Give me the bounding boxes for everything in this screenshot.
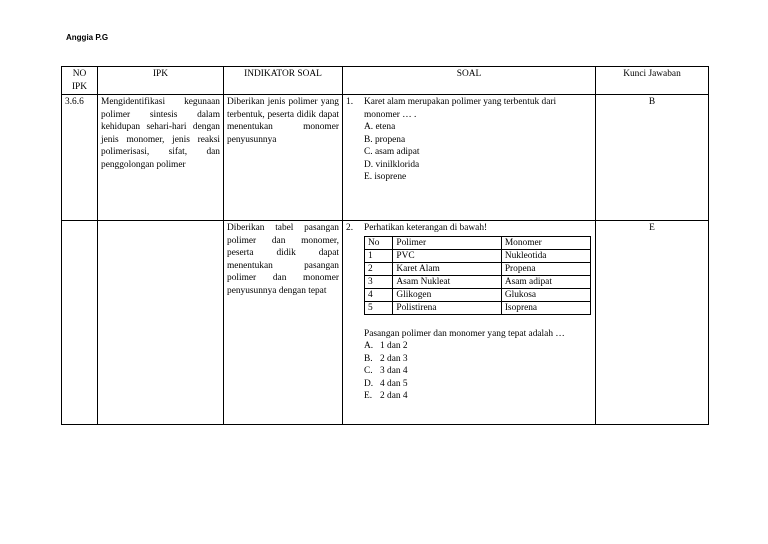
indikator-cell: Diberikan jenis polimer yang terbentuk, peserta didik dapat menentukan monomer penyusunnya: [224, 95, 343, 221]
question-intro: Perhatikan keterangan di bawah!: [364, 223, 488, 233]
kunci-cell: B: [596, 95, 709, 221]
inner-no: 2: [365, 262, 393, 275]
answer-options: [364, 121, 592, 184]
question-text: Pasangan polimer dan monomer yang tepat adalah …: [364, 328, 565, 339]
option-letter: B.: [364, 353, 373, 364]
soal-cell: [343, 95, 596, 221]
header-indikator: INDIKATOR SOAL: [224, 67, 343, 95]
ipk-cell: Mengidentifikasi kegunaan polimer sintesis dalam kehidupan sehari-hari dengan jenis monomer, jenis reaksi polimerisasi, sifat, dan penggolongan polimer: [98, 95, 224, 221]
table-row: [62, 95, 709, 221]
inner-polimer: Asam Nukleat: [393, 275, 501, 288]
inner-header-no: No: [365, 236, 393, 249]
header-soal: SOAL: [343, 67, 596, 95]
option-letter: C.: [364, 366, 373, 376]
no-ipk-cell: 3.6.6: [62, 95, 98, 221]
table-row: [365, 275, 591, 288]
inner-monomer: Asam adipat: [501, 275, 590, 288]
table-row: [365, 262, 591, 275]
option-b: [364, 353, 592, 366]
table-row: [365, 249, 591, 262]
inner-no: 4: [365, 288, 393, 301]
author-name: Anggia P.G: [66, 33, 109, 42]
inner-header-monomer: Monomer: [501, 236, 590, 249]
indikator-cell: Diberikan tabel pasangan polimer dan monomer, peserta didik dapat menentukan pasangan polimer dan monomer penyusunnya dengan tepat: [224, 221, 343, 425]
inner-no: 3: [365, 275, 393, 288]
header-row: [62, 67, 709, 95]
polymer-monomer-table: [364, 236, 591, 315]
ipk-cell: [98, 221, 224, 425]
question-number: 2.: [346, 223, 354, 233]
option-text: 2 dan 4: [380, 391, 408, 401]
option-d: [364, 378, 592, 391]
question-text: Karet alam merupakan polimer yang terbentuk dari monomer … .: [364, 97, 557, 120]
inner-header-row: [365, 236, 591, 249]
table-row: [62, 221, 709, 425]
inner-no: 1: [365, 249, 393, 262]
inner-monomer: Propena: [501, 262, 590, 275]
option-text: 4 dan 5: [380, 378, 408, 389]
option-c: [364, 365, 592, 378]
inner-monomer: Glukosa: [501, 288, 590, 301]
kunci-cell: E: [596, 221, 709, 425]
inner-polimer: PVC: [393, 249, 501, 262]
option-letter: E.: [364, 391, 373, 401]
option-d: D. vinilklorida: [364, 159, 420, 170]
option-e: E. isoprene: [364, 172, 407, 182]
no-ipk-cell: [62, 221, 98, 425]
inner-monomer: Nukleotida: [501, 249, 590, 262]
option-letter: D.: [364, 378, 374, 389]
inner-monomer: Isoprena: [501, 301, 590, 314]
option-b: B. propena: [364, 134, 406, 145]
option-e: [364, 390, 592, 403]
option-c: C. asam adipat: [364, 147, 420, 157]
option-a: A. etena: [364, 122, 396, 132]
table-row: [365, 288, 591, 301]
question-number: 1.: [346, 97, 354, 107]
option-text: 1 dan 2: [380, 341, 408, 351]
inner-header-polimer: Polimer: [393, 236, 501, 249]
option-a: [364, 340, 592, 353]
inner-polimer: Karet Alam: [393, 262, 501, 275]
header-no-ipk: NO IPK: [62, 67, 98, 95]
header-ipk: IPK: [98, 67, 224, 95]
header-kunci: Kunci Jawaban: [596, 67, 709, 95]
option-text: 3 dan 4: [380, 366, 408, 376]
inner-polimer: Polistirena: [393, 301, 501, 314]
option-letter: A.: [364, 341, 374, 351]
table-row: [365, 301, 591, 314]
question-table: [61, 66, 709, 425]
option-text: 2 dan 3: [380, 353, 408, 364]
inner-no: 5: [365, 301, 393, 314]
inner-polimer: Glikogen: [393, 288, 501, 301]
soal-cell: [343, 221, 596, 425]
answer-options: [364, 340, 592, 403]
